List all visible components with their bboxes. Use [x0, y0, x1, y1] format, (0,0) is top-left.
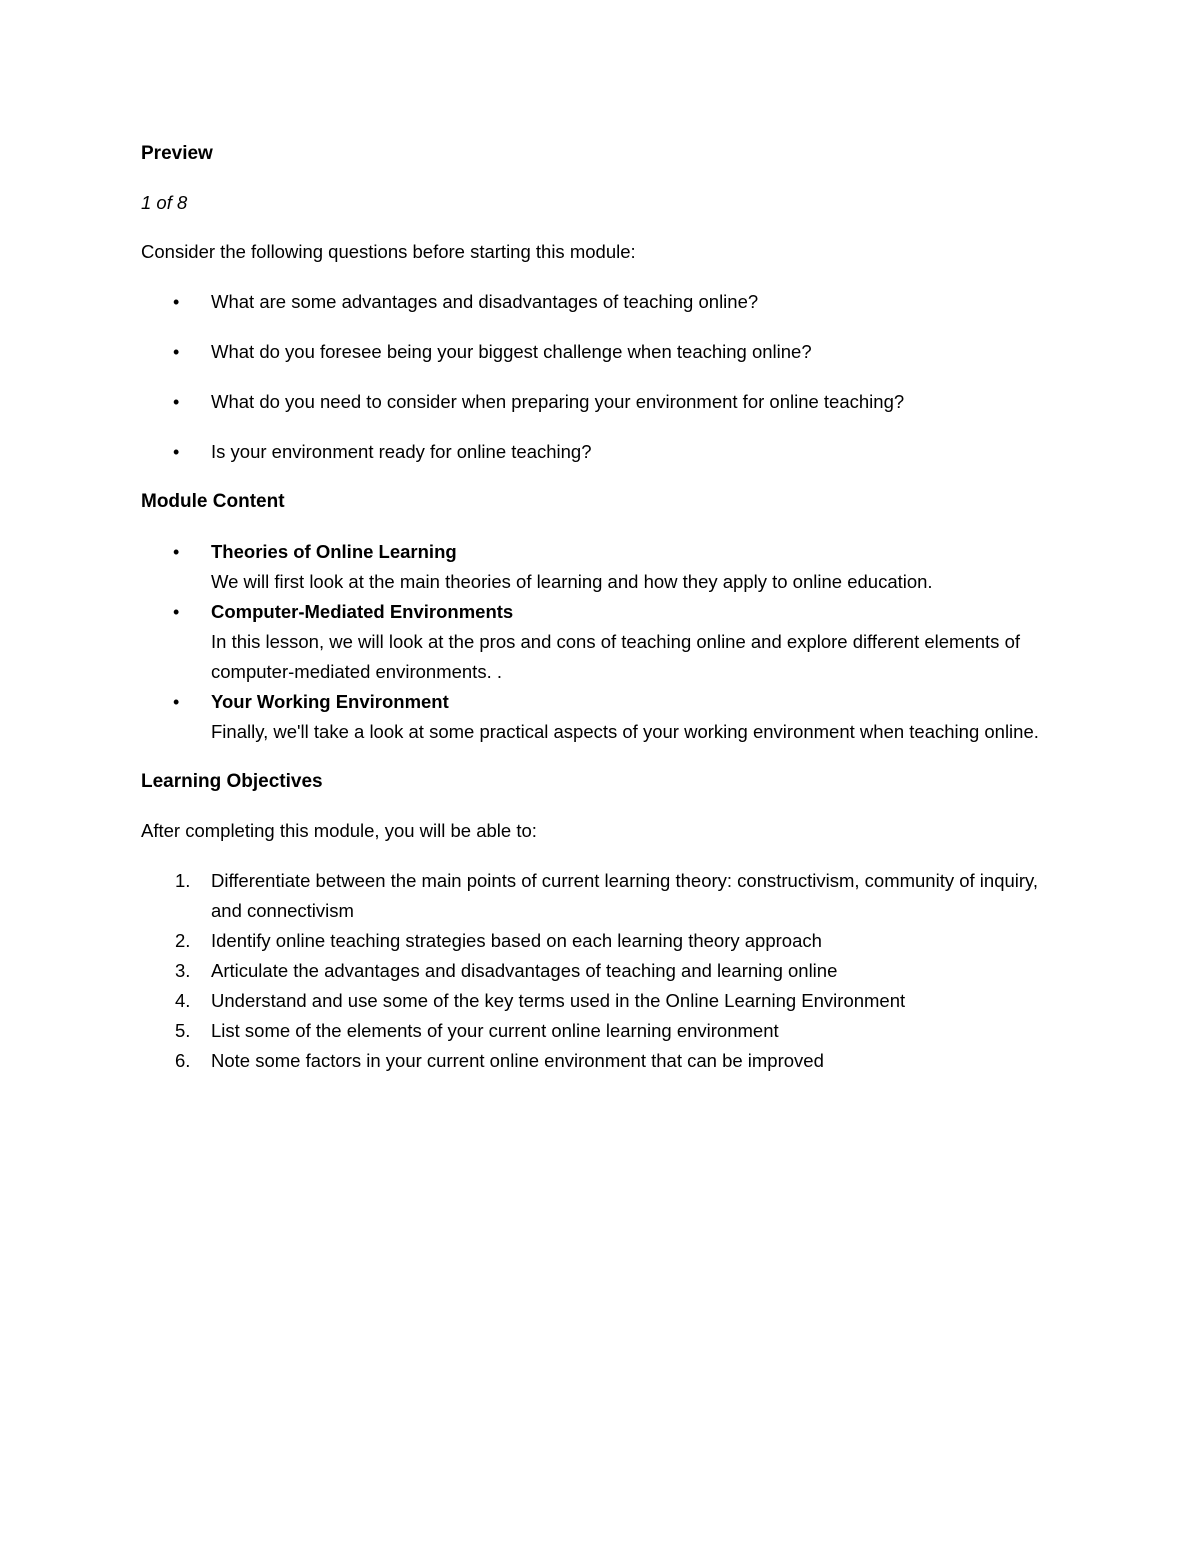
list-item	[141, 926, 1061, 956]
bullet-icon: •	[173, 392, 180, 412]
page-indicator: 1 of 8	[141, 192, 188, 213]
bullet-icon: •	[173, 442, 180, 462]
list-item	[141, 287, 1061, 317]
learning-objectives-list	[141, 866, 1061, 1076]
module-item-title: Theories of Online Learning	[211, 541, 457, 562]
bullet-icon: •	[173, 342, 180, 362]
objective-text: Differentiate between the main points of current learning theory: constructivism, community of inquiry, and connectivism	[211, 870, 1039, 921]
question-text: What do you foresee being your biggest challenge when teaching online?	[211, 341, 812, 362]
list-number: 4.	[175, 990, 191, 1011]
learning-objectives-intro: After completing this module, you will be able to:	[141, 820, 537, 841]
question-text: What are some advantages and disadvantages of teaching online?	[211, 291, 759, 312]
list-number: 6.	[175, 1050, 191, 1071]
list-number: 3.	[175, 960, 191, 981]
list-number: 2.	[175, 930, 191, 951]
objective-text: Identify online teaching strategies based on each learning theory approach	[211, 930, 822, 951]
list-item	[141, 437, 1061, 467]
objective-text: Articulate the advantages and disadvantages of teaching and learning online	[211, 960, 838, 981]
list-item	[141, 986, 1061, 1016]
list-item	[141, 1046, 1061, 1076]
question-text: Is your environment ready for online teaching?	[211, 441, 592, 462]
list-item	[141, 956, 1061, 986]
preview-heading: Preview	[141, 143, 213, 164]
preview-questions-list	[141, 287, 1061, 467]
learning-objectives-heading: Learning Objectives	[141, 771, 323, 792]
module-item-description: Finally, we'll take a look at some practical aspects of your working environment when teaching online.	[211, 721, 1039, 742]
objective-text: List some of the elements of your current online learning environment	[211, 1020, 779, 1041]
question-text: What do you need to consider when preparing your environment for online teaching?	[211, 391, 905, 412]
module-item-title: Your Working Environment	[211, 691, 449, 712]
bullet-icon: •	[173, 602, 180, 622]
preview-intro: Consider the following questions before starting this module:	[141, 241, 636, 262]
module-content-list	[141, 537, 1061, 747]
objective-text: Understand and use some of the key terms used in the Online Learning Environment	[211, 990, 906, 1011]
objective-text: Note some factors in your current online environment that can be improved	[211, 1050, 824, 1071]
bullet-icon: •	[173, 692, 180, 712]
module-item-description: We will first look at the main theories of learning and how they apply to online education.	[211, 571, 933, 592]
list-item	[141, 337, 1061, 367]
list-item	[141, 387, 1061, 417]
list-item	[141, 597, 1061, 687]
list-item	[141, 866, 1061, 926]
bullet-icon: •	[173, 542, 180, 562]
list-item	[141, 537, 1061, 597]
module-content-heading: Module Content	[141, 491, 285, 512]
document-page	[141, 139, 1061, 1076]
list-number: 5.	[175, 1020, 191, 1041]
module-item-description: In this lesson, we will look at the pros and cons of teaching online and explore different elements of computer-mediated environments. .	[211, 631, 1021, 682]
list-item	[141, 687, 1061, 747]
list-number: 1.	[175, 870, 191, 891]
list-item	[141, 1016, 1061, 1046]
module-item-title: Computer-Mediated Environments	[211, 601, 514, 622]
bullet-icon: •	[173, 292, 180, 312]
